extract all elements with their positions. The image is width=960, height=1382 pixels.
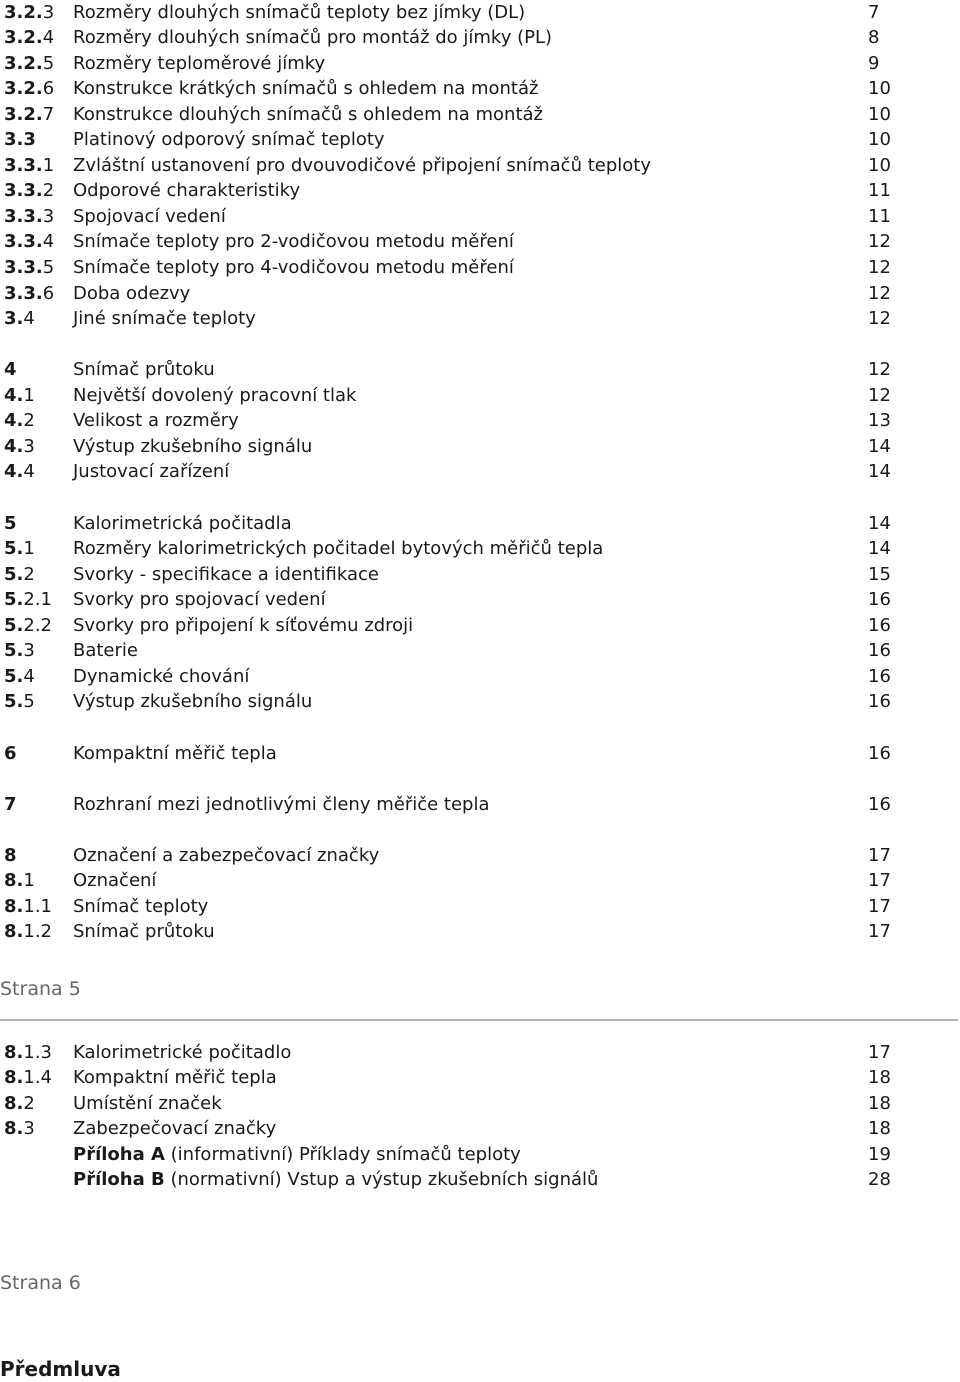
toc-entry-number-bold: 8 [4,845,17,866]
toc-entry [0,434,960,460]
toc-entry-page: 13 [868,410,891,431]
toc-annex-label: Příloha A [73,1144,165,1165]
toc-entry-number-bold: 4 [4,359,17,380]
toc-entry-number-rest: 4 [23,308,35,329]
toc-entry-title: Svorky pro připojení k síťovému zdroji [73,615,414,636]
toc-entry [0,102,960,128]
toc-entry [0,229,960,255]
toc-entry-number-bold: 3.2. [4,27,43,48]
toc-entry-page: 18 [868,1067,891,1088]
toc-entry-number [4,459,35,485]
toc-entry-number [4,843,17,869]
toc-entry-number-bold: 3.3. [4,206,43,227]
toc-annex-entry [0,1142,960,1168]
toc-entry-number-rest: 2.1 [23,589,53,610]
toc-entry-number-bold: 5. [4,615,24,636]
toc-entry-number-rest: 5 [42,53,55,74]
toc-entry-page: 16 [868,615,891,636]
toc-entry-title: Největší dovolený pracovní tlak [73,385,357,406]
toc-annex-description: (informativní) Příklady snímačů teploty [164,1144,521,1165]
toc-entry [0,562,960,588]
toc-entry [0,689,960,715]
toc-entry-number-rest: 3 [42,206,55,227]
toc-entry-title: Zabezpečovací značky [73,1118,277,1139]
toc-entry-number [4,511,17,537]
toc-entry-page: 10 [868,155,891,176]
toc-entry-number-rest: 2.2 [23,615,53,636]
toc-entry [0,843,960,869]
toc-entry-page: 12 [868,283,891,304]
toc-entry-number-bold: 3.2. [4,2,43,23]
toc-entry-page: 16 [868,589,891,610]
toc-entry-number-rest: 1.4 [23,1067,53,1088]
toc-entry-number-bold: 8. [4,1067,24,1088]
toc-entry-number [4,1040,52,1066]
toc-entry-number-bold: 3.3 [4,129,36,150]
toc-entry-number-rest: 3 [23,1118,35,1139]
toc-entry-number-bold: 5. [4,640,24,661]
toc-entry-number [4,536,35,562]
toc-entry-number-bold: 3.3. [4,155,43,176]
toc-entry-number-bold: 3.3. [4,231,43,252]
toc-entry [0,1040,960,1066]
toc-entry-number [4,741,17,767]
toc-entry-number [4,1116,35,1142]
toc-entry-title: Jiné snímače teploty [73,308,256,329]
toc-entry-page: 12 [868,231,891,252]
toc-entry-number [4,919,52,945]
toc-entry-number-bold: 5. [4,564,24,585]
toc-entry-title: Snímač teploty [73,896,209,917]
toc-entry [0,638,960,664]
toc-entry-page: 15 [868,564,891,585]
toc-entry-number-bold: 8. [4,1093,24,1114]
toc-entry-page: 11 [868,180,891,201]
toc-entry-page: 17 [868,870,891,891]
toc-entry-page: 16 [868,640,891,661]
page-footer-label: Strana 6 [0,1272,81,1294]
toc-entry [0,1116,960,1142]
toc-entry [0,383,960,409]
toc-entry [0,919,960,945]
page-footer-label: Strana 5 [0,978,81,1000]
toc-entry-number [4,0,54,26]
toc-entry [0,255,960,281]
toc-entry-number-bold: 5 [4,513,17,534]
page-divider [0,1019,958,1021]
toc-entry [0,127,960,153]
toc-entry-number [4,229,54,255]
toc-entry-number-rest: 2 [23,564,35,585]
toc-entry-title: Snímače teploty pro 2-vodičovou metodu měření [73,231,514,252]
toc-annex-label: Příloha B [73,1169,165,1190]
toc-entry-number-bold: 5. [4,691,24,712]
toc-entry-number [4,894,52,920]
toc-entry-page: 12 [868,257,891,278]
toc-entry-title: Rozměry dlouhých snímačů teploty bez jímky (DL) [73,2,526,23]
toc-entry-page: 17 [868,845,891,866]
toc-entry [0,1065,960,1091]
toc-entry [0,204,960,230]
toc-entry-page: 12 [868,308,891,329]
toc-entry-page: 17 [868,921,891,942]
toc-entry-page: 14 [868,513,891,534]
toc-entry-number-bold: 3. [4,308,24,329]
toc-entry-number-rest: 4 [23,666,35,687]
toc-entry-page: 14 [868,538,891,559]
toc-entry-number [4,1065,52,1091]
toc-entry-title: Umístění značek [73,1093,222,1114]
toc-entry-number-rest: 1 [23,538,35,559]
toc-entry-number-rest: 4 [42,231,55,252]
toc-entry-page: 17 [868,1042,891,1063]
toc-entry-number-rest: 5 [42,257,55,278]
toc-entry-number-bold: 3.2. [4,53,43,74]
toc-entry-number-rest: 3 [23,436,35,457]
toc-entry [0,741,960,767]
toc-entry-page: 16 [868,794,891,815]
toc-entry-number-rest: 2 [23,410,35,431]
toc-entry-number-rest: 3 [23,640,35,661]
toc-entry-number-bold: 7 [4,794,17,815]
toc-entry-title: Kompaktní měřič tepla [73,743,277,764]
toc-annex-title [73,1167,598,1193]
toc-entry-number-bold: 3.3. [4,180,43,201]
toc-entry [0,664,960,690]
toc-entry [0,0,960,26]
toc-entry-page: 8 [868,27,880,48]
toc-entry-page: 12 [868,385,891,406]
toc-entry-number-bold: 4. [4,461,24,482]
toc-entry-number-rest: 1 [23,870,35,891]
toc-entry-page: 16 [868,691,891,712]
toc-entry-number-bold: 4. [4,436,24,457]
toc-entry [0,281,960,307]
toc-entry-number [4,51,54,77]
toc-entry-number [4,562,35,588]
toc-entry-title: Označení [73,870,157,891]
toc-entry-page: 28 [868,1169,891,1190]
toc-entry-title: Výstup zkušebního signálu [73,436,313,457]
toc-entry [0,76,960,102]
toc-entry-title: Výstup zkušebního signálu [73,691,313,712]
toc-entry-page: 12 [868,359,891,380]
toc-entry-title: Velikost a rozměry [73,410,239,431]
toc-entry-number [4,281,54,307]
toc-entry-number [4,127,36,153]
toc-entry-title: Kalorimetrické počitadlo [73,1042,292,1063]
toc-entry-number [4,1091,35,1117]
toc-entry-title: Rozhraní mezi jednotlivými členy měřiče tepla [73,794,490,815]
toc-entry-number-bold: 3.3. [4,283,43,304]
toc-entry-number-bold: 3.2. [4,78,43,99]
toc-annex-title [73,1142,521,1168]
toc-entry-title: Dynamické chování [73,666,250,687]
toc-entry-number [4,383,35,409]
toc-entry [0,178,960,204]
toc-entry-title: Justovací zařízení [73,461,230,482]
toc-entry-number-bold: 4. [4,410,24,431]
toc-entry-title: Rozměry kalorimetrických počitadel bytových měřičů tepla [73,538,604,559]
toc-entry-number-rest: 2 [23,1093,35,1114]
toc-entry-title: Rozměry dlouhých snímačů pro montáž do jímky (PL) [73,27,553,48]
toc-entry [0,894,960,920]
toc-entry-number-bold: 8. [4,1042,24,1063]
toc-entry-number [4,792,17,818]
toc-entry-number [4,664,35,690]
toc-entry-title: Kalorimetrická počitadla [73,513,292,534]
toc-entry [0,613,960,639]
toc-entry-title: Svorky - specifikace a identifikace [73,564,379,585]
toc-entry-number-rest: 6 [42,283,55,304]
toc-entry-number [4,306,35,332]
toc-entry-number-rest: 1 [42,155,55,176]
toc-annex-description: (normativní) Vstup a výstup zkušebních signálů [164,1169,599,1190]
toc-entry [0,357,960,383]
toc-entry-page: 14 [868,461,891,482]
toc-entry-number [4,255,54,281]
toc-entry-number [4,868,35,894]
toc-entry-number [4,76,54,102]
toc-entry-title: Spojovací vedení [73,206,226,227]
toc-entry-number-bold: 8. [4,896,24,917]
toc-entry-number-rest: 4 [42,27,55,48]
toc-entry-page: 11 [868,206,891,227]
toc-entry-title: Kompaktní měřič tepla [73,1067,277,1088]
toc-entry-page: 19 [868,1144,891,1165]
toc-entry-number-rest: 4 [23,461,35,482]
toc-entry-title: Snímače teploty pro 4-vodičovou metodu měření [73,257,514,278]
toc-entry-number-rest: 5 [23,691,35,712]
toc-entry-number-rest: 1.2 [23,921,53,942]
toc-annex-entry [0,1167,960,1193]
toc-entry-number [4,153,54,179]
toc-entry-page: 7 [868,2,880,23]
toc-entry-number-rest: 2 [42,180,55,201]
toc-entry-title: Svorky pro spojovací vedení [73,589,326,610]
toc-entry [0,868,960,894]
toc-entry-title: Rozměry teploměrové jímky [73,53,326,74]
toc-entry-page: 18 [868,1118,891,1139]
toc-entry-number-bold: 8. [4,921,24,942]
toc-entry-number-rest: 1 [23,385,35,406]
toc-entry [0,25,960,51]
toc-entry [0,306,960,332]
toc-entry-title: Snímač průtoku [73,359,215,380]
toc-entry-number [4,102,54,128]
toc-entry-number [4,204,54,230]
toc-entry-number [4,434,35,460]
toc-entry-title: Konstrukce dlouhých snímačů s ohledem na montáž [73,104,544,125]
toc-entry-number [4,689,35,715]
toc-entry [0,153,960,179]
toc-entry-page: 17 [868,896,891,917]
toc-entry-number-bold: 3.2. [4,104,43,125]
toc-entry-number [4,25,54,51]
toc-entry [0,792,960,818]
toc-entry-number-bold: 5. [4,666,24,687]
toc-entry-number [4,357,17,383]
toc-entry [0,511,960,537]
toc-entry-page: 14 [868,436,891,457]
toc-entry-number-bold: 6 [4,743,17,764]
toc-entry-title: Platinový odporový snímač teploty [73,129,385,150]
toc-entry-title: Snímač průtoku [73,921,215,942]
toc-entry-page: 16 [868,743,891,764]
toc-entry-number-rest: 3 [42,2,55,23]
toc-entry [0,51,960,77]
toc-entry-number-bold: 5. [4,589,24,610]
toc-entry-title: Odporové charakteristiky [73,180,301,201]
toc-entry-page: 10 [868,78,891,99]
toc-entry-number-bold: 8. [4,1118,24,1139]
toc-entry [0,587,960,613]
toc-entry-number [4,178,54,204]
toc-entry-page: 18 [868,1093,891,1114]
section-heading: Předmluva [0,1357,121,1381]
toc-entry-title: Konstrukce krátkých snímačů s ohledem na montáž [73,78,539,99]
toc-entry-page: 10 [868,129,891,150]
toc-entry-page: 16 [868,666,891,687]
toc-entry-number-rest: 6 [42,78,55,99]
toc-entry-number-rest: 1.3 [23,1042,53,1063]
toc-entry [0,408,960,434]
toc-entry-number-bold: 4. [4,385,24,406]
toc-entry [0,459,960,485]
toc-entry-page: 10 [868,104,891,125]
toc-entry-number-bold: 5. [4,538,24,559]
toc-entry [0,1091,960,1117]
toc-entry-title: Označení a zabezpečovací značky [73,845,380,866]
toc-entry-title: Baterie [73,640,138,661]
toc-entry-number [4,613,52,639]
toc-entry-number-bold: 3.3. [4,257,43,278]
toc-entry-title: Zvláštní ustanovení pro dvouvodičové připojení snímačů teploty [73,155,651,176]
toc-entry-number [4,638,35,664]
toc-entry-number-bold: 8. [4,870,24,891]
toc-entry-number-rest: 1.1 [23,896,53,917]
toc-entry-page: 9 [868,53,880,74]
toc-entry-number [4,408,35,434]
toc-entry-number-rest: 7 [42,104,55,125]
toc-entry [0,536,960,562]
toc-entry-number [4,587,52,613]
toc-entry-title: Doba odezvy [73,283,191,304]
